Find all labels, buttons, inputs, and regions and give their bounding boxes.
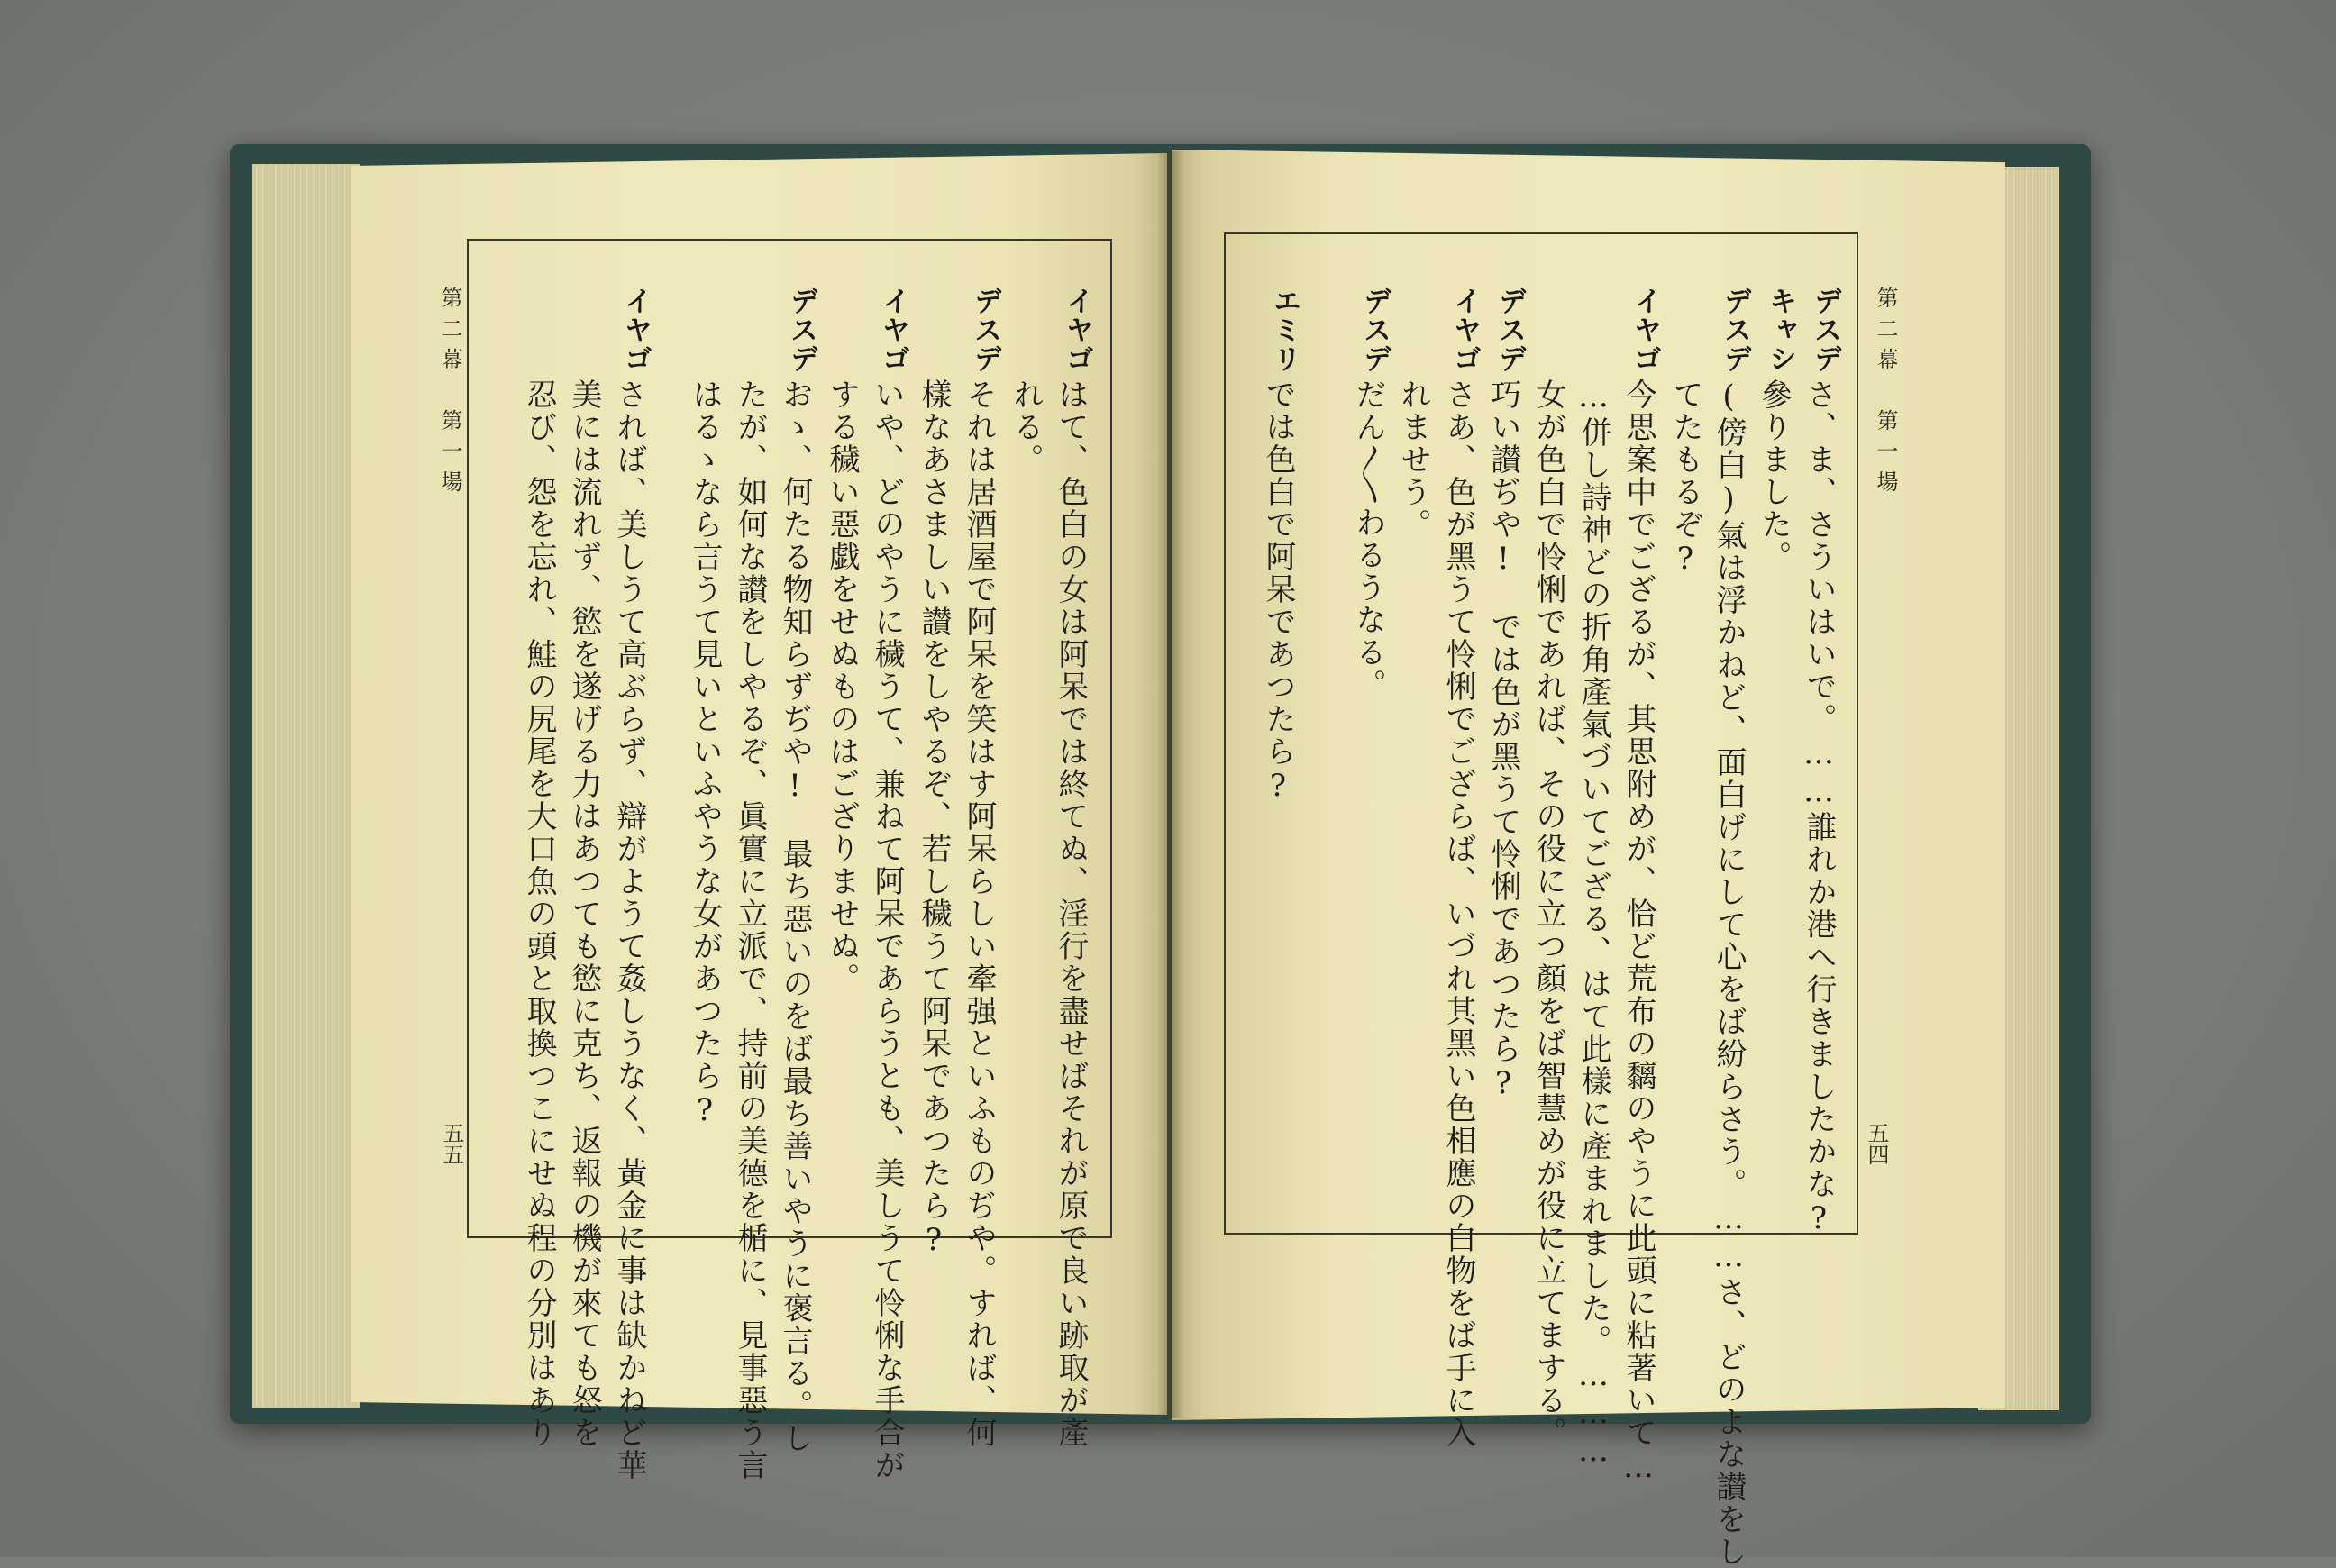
right-page-header: 第二幕 第一場	[1873, 287, 1898, 501]
dialogue-line: それは居酒屋で阿呆を笑はす阿呆らしい牽强といふものぢや。すれば、何	[961, 378, 997, 1449]
dialogue-line: 女が色白で怜悧であれば、その役に立つ顏をば智慧めが役に立てまする。	[1530, 378, 1566, 1449]
dialogue-line: …併し詩神どの折角產氣づいてござる、はて此樣に產まれました。………	[1575, 378, 1611, 1471]
speaker-label: イヤゴ	[1448, 287, 1481, 373]
dialogue-line: さあ、色が黑うて怜悧でござらば、いづれ其黑い色相應の白物をば手に入	[1440, 378, 1476, 1449]
speaker-label: デスデ	[1719, 287, 1751, 373]
right-page-number: 五四	[1864, 1122, 1889, 1165]
dialogue-line: 樣なあさましい讃をしやるぞ、若し穢うて阿呆であつたら?	[916, 378, 952, 1260]
dialogue-line: いや、どのやうに穢うて、兼ねて阿呆であらうとも、美しうて怜悧な手合が	[869, 378, 905, 1481]
speaker-label: デスデ	[785, 287, 817, 373]
dialogue-line: さ、ま、さういはいで。……誰れか港へ行きましたかな?	[1801, 378, 1837, 1238]
speaker-label: イヤゴ	[619, 287, 652, 373]
dialogue-line: おゝ、何たる物知らずぢや! 最ち惡いのをば最ち善いやうに褒言る。し	[777, 378, 813, 1454]
dialogue-line: れる。	[1008, 378, 1044, 476]
page-edges-left	[252, 164, 360, 1408]
dialogue-line: れませう。	[1395, 378, 1431, 541]
dialogue-line: てたもるぞ?	[1667, 378, 1703, 579]
speaker-label: イヤゴ	[1629, 287, 1661, 373]
speaker-label: イヤゴ	[1061, 287, 1093, 373]
dialogue-line: では色白で阿呆であつたら?	[1260, 378, 1296, 806]
dialogue-line: たが、如何な讃をしやるぞ、眞實に立派で、持前の美德を楯に、見事惡う言	[732, 378, 768, 1481]
left-page-header: 第二幕 第一場	[437, 287, 462, 501]
dialogue-line: する穢い惡戯をせぬものはござりませぬ。	[824, 378, 860, 995]
dialogue-line: 參りました。	[1756, 378, 1792, 573]
speaker-label: デスデ	[1809, 287, 1841, 373]
dialogue-line: だん〳〵わるうなる。	[1350, 378, 1386, 701]
book-gutter	[1158, 151, 1183, 1418]
speaker-label: キャシ	[1764, 287, 1796, 373]
dialogue-line: 美には流れず、慾を遂げる力はあつても慾に克ち、返報の機が來ても怒を	[566, 378, 602, 1449]
speaker-label: デスデ	[1358, 287, 1391, 373]
dialogue-line: 忍び、怨を忘れ、鮭の尻尾を大口魚の頭と取換つこにせぬ程の分別はあり	[521, 378, 557, 1449]
speaker-label: エミリ	[1268, 287, 1300, 373]
speaker-label: デスデ	[969, 287, 1001, 373]
speaker-label: イヤゴ	[877, 287, 909, 373]
left-page-number: 五五	[439, 1122, 464, 1165]
dialogue-line: されば、美しうて高ぶらず、辯がようて姦しうなく、黃金に事は缺かねど華	[611, 378, 647, 1481]
dialogue-line: 巧い讃ぢや! では色が黑うて怜悧であつたら?	[1485, 378, 1521, 1103]
dialogue-line: はるゝなら言うて見いといふやうな女があつたら?	[687, 378, 723, 1130]
speaker-label: デスデ	[1493, 287, 1526, 373]
dialogue-line: はて、色白の女は阿呆では終てぬ、淫行を盡せばそれが原で良い跡取が產	[1053, 378, 1089, 1449]
dialogue-line: 今思案中でござるが、其思附めが、恰ど荒布の黐のやうに此頭に粘著いて…	[1620, 378, 1656, 1487]
dialogue-line: (傍白)氣は浮かねど、面白げにして心をば紛らさう。……さ、どのよな讃をし	[1711, 378, 1747, 1568]
